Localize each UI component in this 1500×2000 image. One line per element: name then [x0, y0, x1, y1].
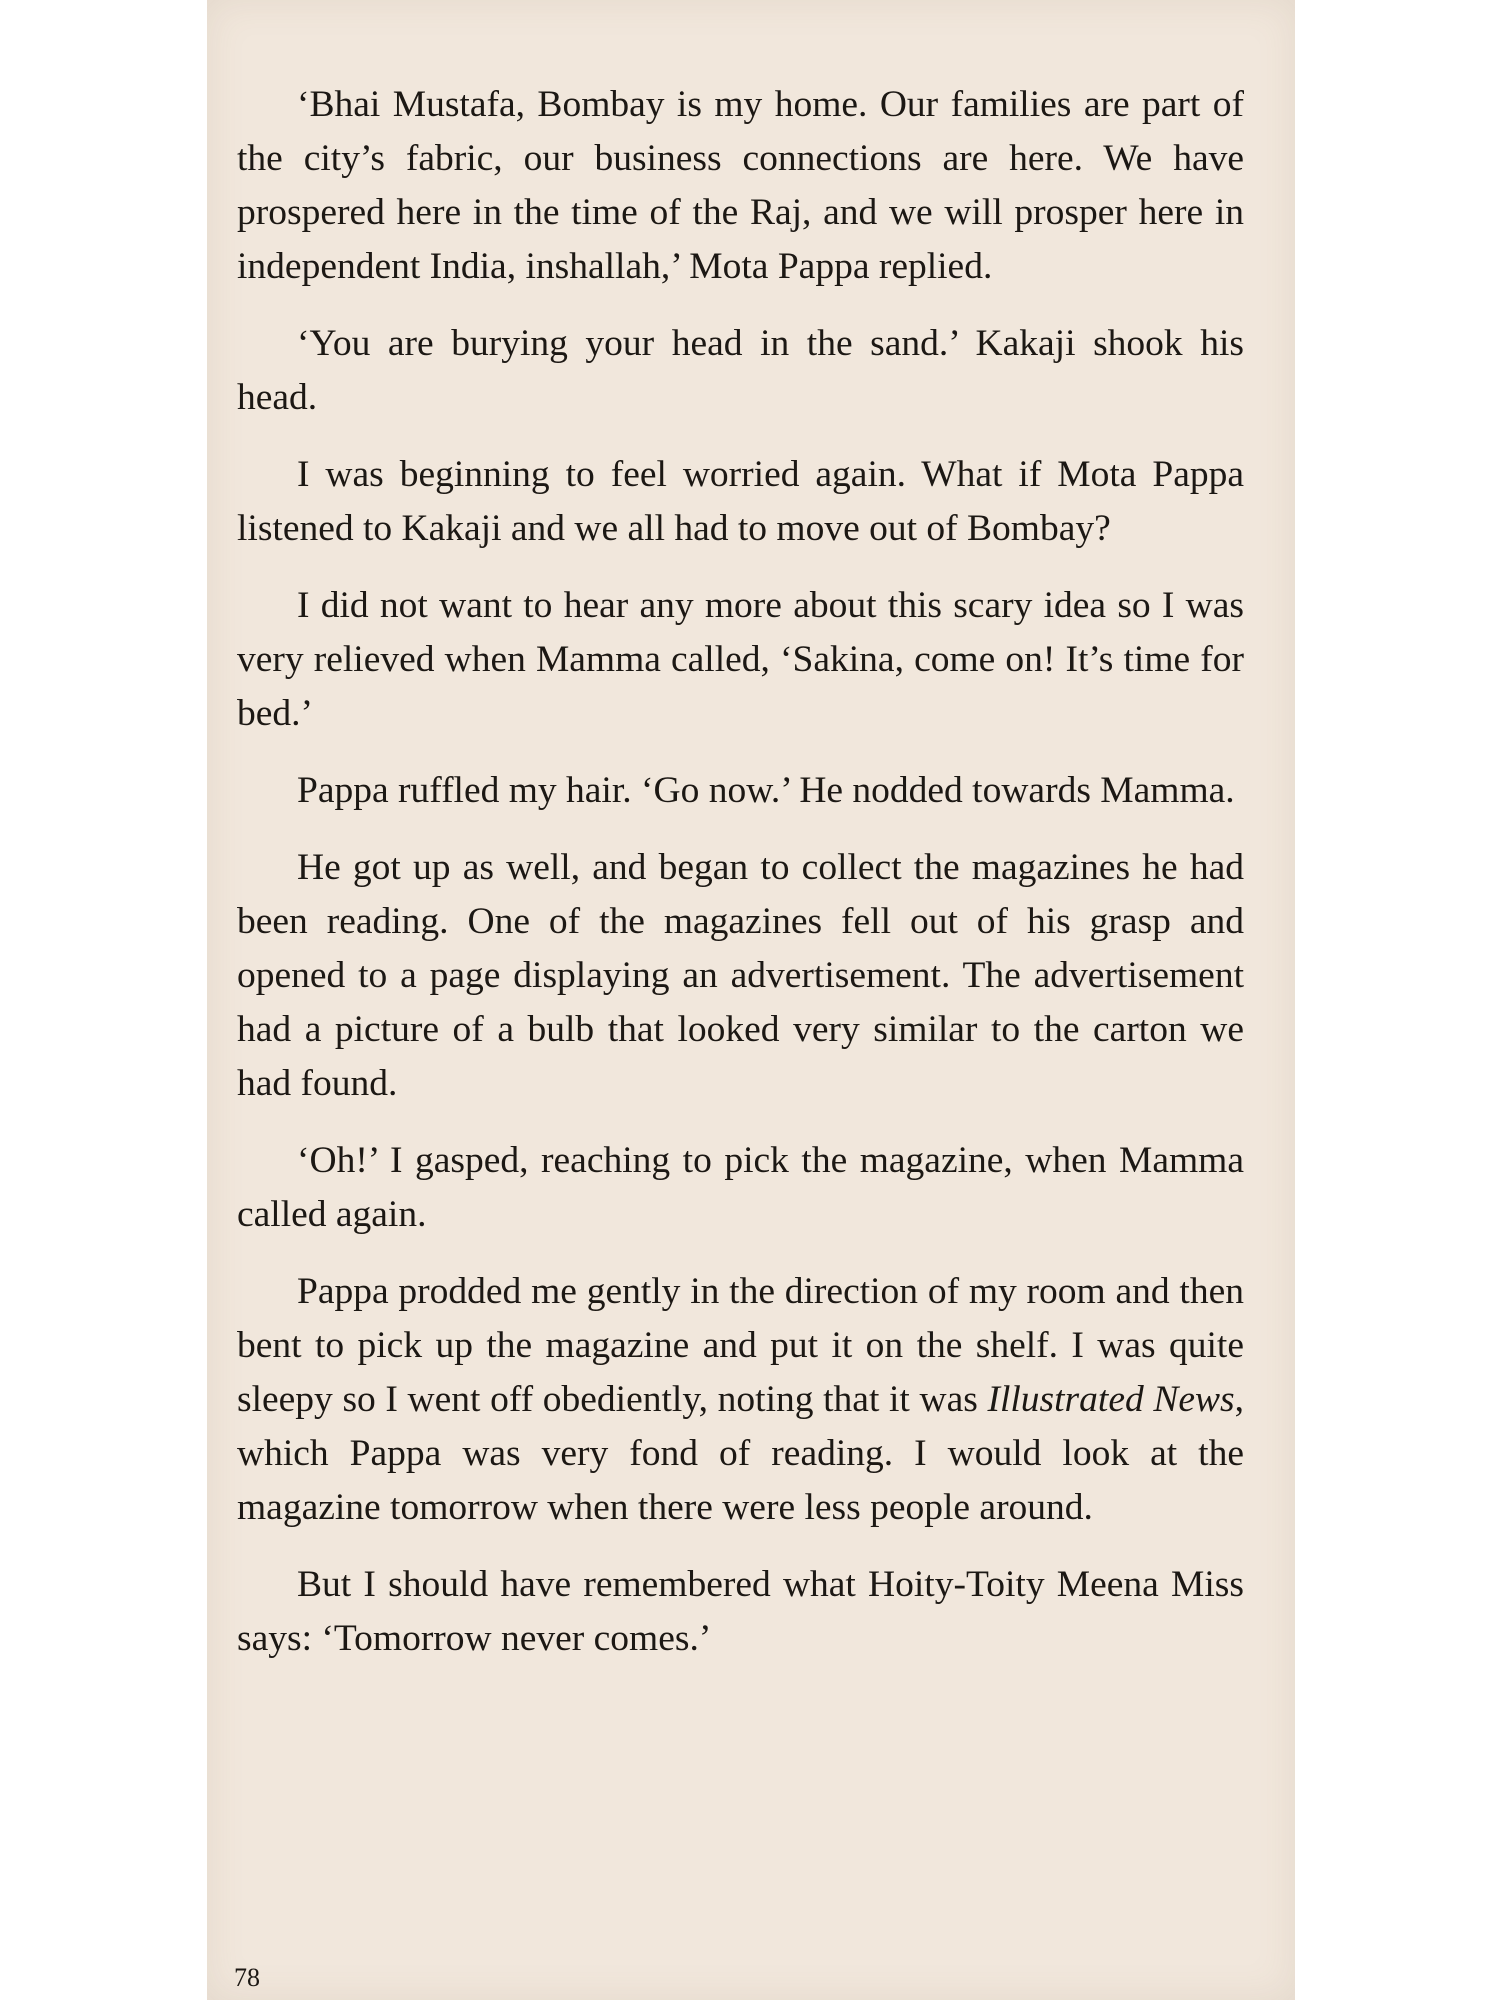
magazine-title: Illustrated News	[987, 1379, 1235, 1420]
paragraph-9: But I should have remembered what Hoity-Toity Meena Miss says: ‘Tomorrow never comes.’	[237, 1564, 1244, 1659]
paragraph-4: I did not want to hear any more about this scary idea so I was very relieved when Mamma called, ‘Sakina, come on! It’s time for bed.’	[237, 585, 1244, 734]
paragraph-6: He got up as well, and began to collect the magazines he had been reading. One of the magazines fell out of his grasp and opened to a page displaying an advertisement. The advertisement had a picture of a bulb that looked very similar to the carton we had found.	[237, 847, 1244, 1104]
paragraph-1: ‘Bhai Mustafa, Bombay is my home. Our families are part of the city’s fabric, our business connections are here. We have prospered here in the time of the Raj, and we will prosper here in independent India, inshallah,’ Mota Pappa replied.	[237, 84, 1244, 287]
body-text	[237, 78, 1244, 1689]
paragraph-8	[237, 1265, 1244, 1535]
paragraph-8-text-b: , which Pappa was very fond of reading. I would look at the magazine tomorrow when there were less people around.	[237, 1379, 1244, 1528]
paragraph-2: ‘You are burying your head in the sand.’ Kakaji shook his head.	[237, 323, 1244, 418]
paragraph-7: ‘Oh!’ I gasped, reaching to pick the magazine, when Mamma called again.	[237, 1140, 1244, 1235]
paragraph-8-text-a: Pappa prodded me gently in the direction of my room and then bent to pick up the magazine and put it on the shelf. I was quite sleepy so I went off obediently, noting that it was	[237, 1271, 1244, 1420]
paragraph-3: I was beginning to feel worried again. What if Mota Pappa listened to Kakaji and we all had to move out of Bombay?	[237, 454, 1244, 549]
page-number: 78	[234, 1963, 260, 1992]
paragraph-5: Pappa ruffled my hair. ‘Go now.’ He nodded towards Mamma.	[297, 770, 1235, 811]
book-page	[207, 0, 1295, 2000]
